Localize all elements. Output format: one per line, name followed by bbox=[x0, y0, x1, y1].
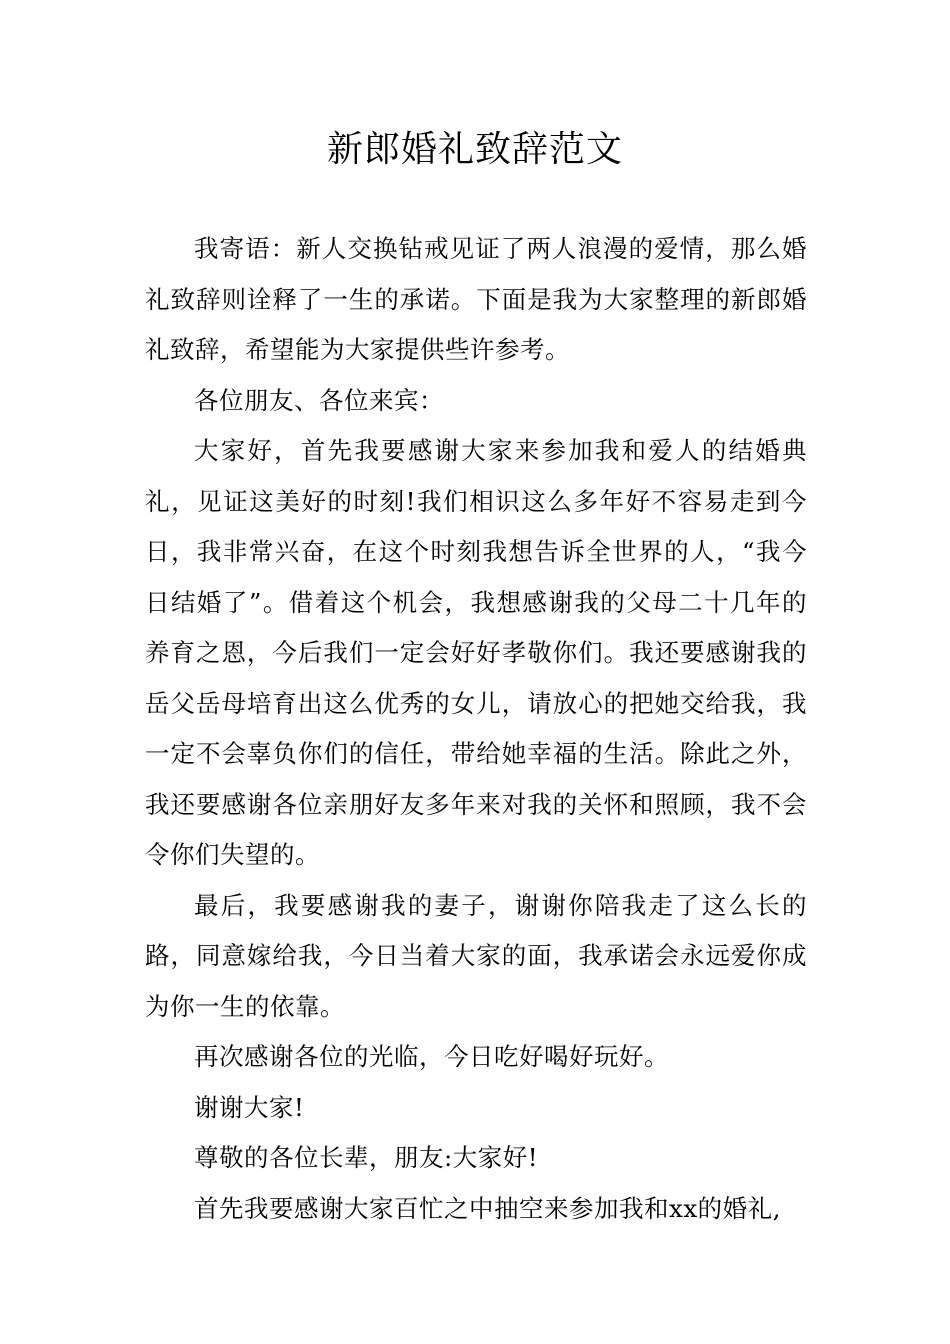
body-paragraph: 谢谢大家! bbox=[194, 1092, 305, 1122]
document-body bbox=[145, 224, 807, 1234]
intro-paragraph: 我寄语：新人交换钻戒见证了两人浪漫的爱情，那么婚礼致辞则诠释了一生的承诺。下面是我为大家整理的新郎婚礼致辞，希望能为大家提供些许参考。 bbox=[145, 234, 807, 364]
salutation-paragraph: 各位朋友、各位来宾： bbox=[194, 385, 444, 415]
salutation-paragraph: 尊敬的各位长辈，朋友:大家好! bbox=[194, 1143, 539, 1172]
body-paragraph: 大家好，首先我要感谢大家来参加我和爱人的结婚典礼，见证这美好的时刻!我们相识这么多年好不容易走到今日，我非常兴奋，在这个时刻我想告诉全世界的人，“我今日结婚了”。借着这个机会，我想感谢我的父母二十几年的养育之恩，今后我们一定会好好孝敬你们。我还要感谢我的岳父岳母培育出这么优秀的女儿，请放心的把她交给我，我一定不会辜负你们的信任，带给她幸福的生活。除此之外，我还要感谢各位亲朋好友多年来对我的关怀和照顾，我不会令你们失望的。 bbox=[145, 436, 807, 869]
body-paragraph: 首先我要感谢大家百忙之中抽空来参加我和xx的婚礼, bbox=[194, 1193, 781, 1223]
body-paragraph: 最后，我要感谢我的妻子，谢谢你陪我走了这么长的路，同意嫁给我，今日当着大家的面，我承诺会永远爱你成为你一生的依靠。 bbox=[145, 890, 807, 1021]
document-title: 新郎婚礼致辞范文 bbox=[326, 129, 623, 170]
body-paragraph: 再次感谢各位的光临，今日吃好喝好玩好。 bbox=[194, 1042, 669, 1071]
